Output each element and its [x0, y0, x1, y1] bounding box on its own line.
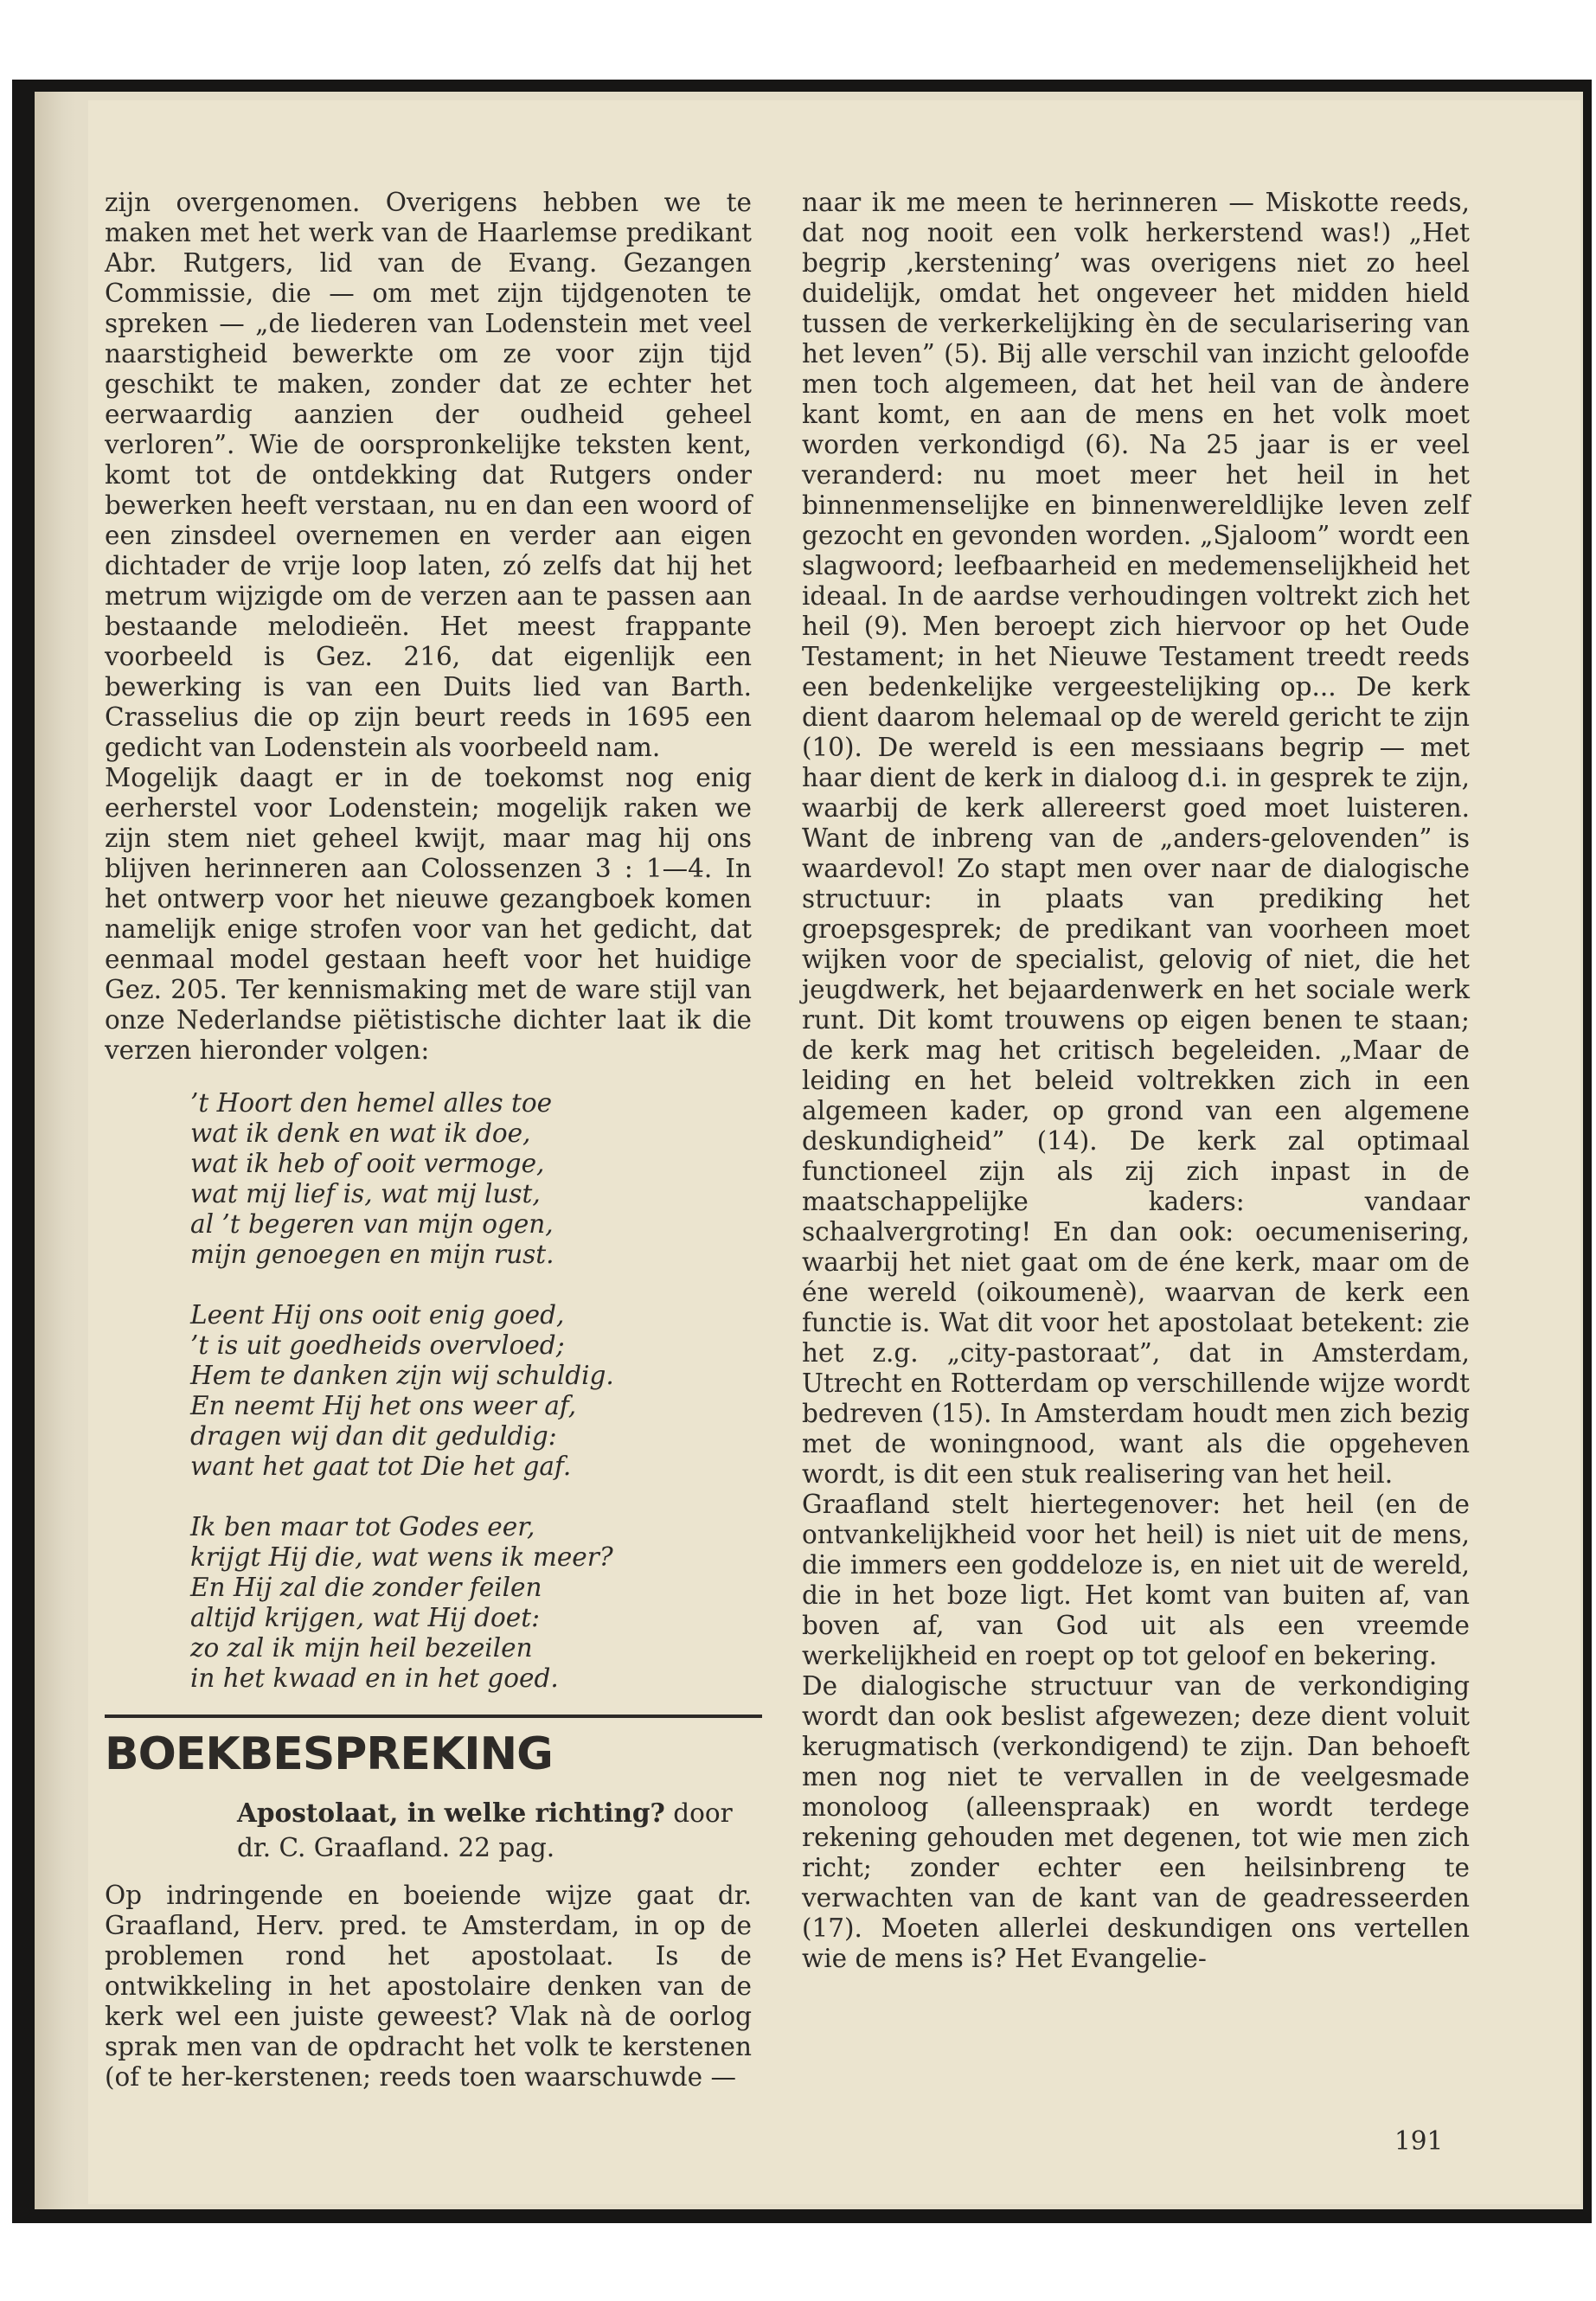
body-paragraph: zijn overgenomen. Overigens hebben we te maken met het werk van de Haarlemse predikant Abr. Rutgers, lid van de Evang. Gezangen Commissie, die — om met zijn tijdgenoten te spreken — „de liederen van Lodenstein met veel naarstigheid bewerkte om ze voor zijn tijd geschikt te maken, zonder dat ze echter het eerwaardig aanzien der oudheid geheel verloren”. Wie de oorspronkelijke teksten kent, komt tot de ontdekking dat Rutgers onder bewerken heeft verstaan, nu en dan een woord of een zinsdeel overnemen en verder aan eigen dichtader de vrije loop laten, zó zelfs dat hij het metrum wijzigde om de verzen aan te passen aan bestaande melodieën. Het meest frappante voorbeeld is Gez. 216, dat eigenlijk een bewerking is van een Duits lied van Barth. Crasselius die op zijn beurt reeds in 1695 een gedicht van Lodenstein als voorbeeld nam.	[105, 188, 752, 762]
scan-background	[12, 80, 1592, 2223]
poem-line: wat mij lief is, wat mij lust,	[190, 1179, 541, 1208]
poem-line: Hem te danken zijn wij schuldig.	[190, 1361, 614, 1390]
poem-line: Ik ben maar tot Godes eer,	[190, 1512, 535, 1541]
poem-stanza	[190, 1512, 752, 1694]
book-title: Apostolaat, in welke richting?	[237, 1798, 665, 1828]
poem-line: wat ik denk en wat ik doe,	[190, 1118, 531, 1148]
section-divider	[105, 1715, 762, 1718]
poem-line: krijgt Hij die, wat wens ik meer?	[190, 1542, 613, 1572]
poem-line: Leent Hij ons ooit enig goed,	[190, 1300, 565, 1330]
page-number: 191	[1394, 2126, 1444, 2156]
poem-line: ’t Hoort den hemel alles toe	[190, 1088, 553, 1118]
body-paragraph: Graafland stelt hiertegenover: het heil (en de ontvankelijkheid voor het heil) is niet uit de mens, die immers een goddeloze is, en niet uit de wereld, die in het boze ligt. Het komt van buiten af, van boven af, van God uit als een vreemde werkelijkheid en roept op tot geloof en bekering.	[802, 1490, 1470, 1670]
page	[88, 100, 1580, 2204]
poem-stanza	[190, 1300, 752, 1482]
book-reference	[237, 1796, 752, 1865]
right-column	[802, 188, 1470, 1974]
section-heading: BOEKBESPREKING	[105, 1728, 553, 1780]
book-spine-shadow	[35, 92, 76, 2209]
body-paragraph: Mogelijk daagt er in de toekomst nog enig eerherstel voor Lodenstein; mogelijk raken we zijn stem niet geheel kwijt, maar mag hij ons blijven herinneren aan Colossenzen 3 : 1—4. In het ontwerp voor het nieuwe gezangboek komen namelijk enige strofen voor van het gedicht, dat eenmaal model gestaan heeft voor het huidige Gez. 205. Ter kennismaking met de ware stijl van onze Nederlandse piëtistische dichter laat ik die verzen hieronder volgen:	[105, 763, 752, 1065]
poem-stanza	[190, 1088, 752, 1270]
left-column	[105, 188, 752, 2093]
review-paragraph: Op indringende en boeiende wijze gaat dr. Graafland, Herv. pred. te Amsterdam, in op de problemen rond het apostolaat. Is de ontwikkeling in het apostolaire denken van de kerk wel een juiste geweest? Vlak nà de oorlog sprak men van de opdracht het volk te kerstenen (of te her-kerstenen; reeds toen waarschuwde —	[105, 1881, 752, 2092]
poem-line: in het kwaad en in het goed.	[190, 1663, 559, 1693]
poem-line: dragen wij dan dit geduldig:	[190, 1421, 557, 1451]
poem-line: al ’t begeren van mijn ogen,	[190, 1209, 554, 1239]
body-paragraph: naar ik me meen te herinneren — Miskotte reeds, dat nog nooit een volk herkerstend was!) „Het begrip ‚kerstening’ was overigens niet zo heel duidelijk, omdat het ongeveer het midden hield tussen de verkerkelijking èn de secularisering van het leven” (5). Bij alle verschil van inzicht geloofde men toch algemeen, dat het heil van de àndere kant komt, en aan de mens en het volk moet worden verkondigd (6). Na 25 jaar is er veel veranderd: nu moet meer het heil in het binnenmenselijke en binnenwereldlijke leven zelf gezocht en gevonden worden. „Sjaloom” wordt een slagwoord; leefbaarheid en medemenselijkheid het ideaal. In de aardse verhoudingen voltrekt zich het heil (9). Men beroept zich hiervoor op het Oude Testament; in het Nieuwe Testament treedt reeds een bedenkelijke vergeestelijking op... De kerk dient daarom helemaal op de wereld gericht te zijn (10). De wereld is een messiaans begrip — met haar dient de kerk in dialoog d.i. in gesprek te zijn, waarbij de kerk allereerst goed moet luisteren. Want de inbreng van de „anders-gelovenden” is waardevol! Zo stapt men over naar de dialogische structuur: in plaats van prediking het groepsgesprek; de predikant van voorheen moet wijken voor de specialist, gelovig of niet, die het jeugdwerk, het bejaardenwerk en het sociale werk runt. Dit komt trouwens op eigen benen te staan; de kerk mag het critisch begeleiden. „Maar de leiding en het beleid voltrekken zich in een algemeen kader, op grond van een algemene deskundigheid” (14). De kerk zal optimaal functioneel zijn als zij zich inpast in de maatschappelijke kaders: vandaar schaalvergroting! En dan ook: oecumenisering, waarbij het niet gaat om de éne kerk, maar om de éne wereld (oikoumenè), waarvan de kerk een functie is. Wat dit voor het apostolaat betekent: zie het z.g. „city-pastoraat”, dat in Amsterdam, Utrecht en Rotterdam op verschillende wijze wordt bedreven (15). In Amsterdam houdt men zich bezig met de woningnood, want als die opgeheven wordt, is dit een stuk realisering van het heil.	[802, 188, 1470, 1489]
poem-line: En Hij zal die zonder feilen	[190, 1573, 542, 1602]
body-paragraph: De dialogische structuur van de verkondiging wordt dan ook beslist afgewezen; deze dient voluit kerugmatisch (verkondigend) te zijn. Dan behoeft men nog niet te vervallen in de veelgesmade monoloog (alleenspraak) en wordt terdege rekening gehouden met degenen, tot wie men zich richt; zonder echter een heilsinbreng te verwachten van de kant van de geadresseerden (17). Moeten allerlei deskundigen ons vertellen wie de mens is? Het Evangelie-	[802, 1671, 1470, 1973]
poem-line: want het gaat tot Die het gaf.	[190, 1452, 572, 1481]
poem	[190, 1088, 752, 1694]
poem-line: En neemt Hij het ons weer af,	[190, 1391, 577, 1420]
book-meta: door dr. C. Graafland. 22 pag.	[237, 1798, 733, 1862]
page-sheet	[35, 92, 1583, 2209]
poem-line: ’t is uit goedheids overvloed;	[190, 1330, 565, 1360]
poem-line: altijd krijgen, wat Hij doet:	[190, 1603, 541, 1632]
poem-line: mijn genoegen en mijn rust.	[190, 1240, 554, 1269]
poem-line: wat ik heb of ooit vermoge,	[190, 1149, 545, 1178]
poem-line: zo zal ik mijn heil bezeilen	[190, 1633, 533, 1663]
